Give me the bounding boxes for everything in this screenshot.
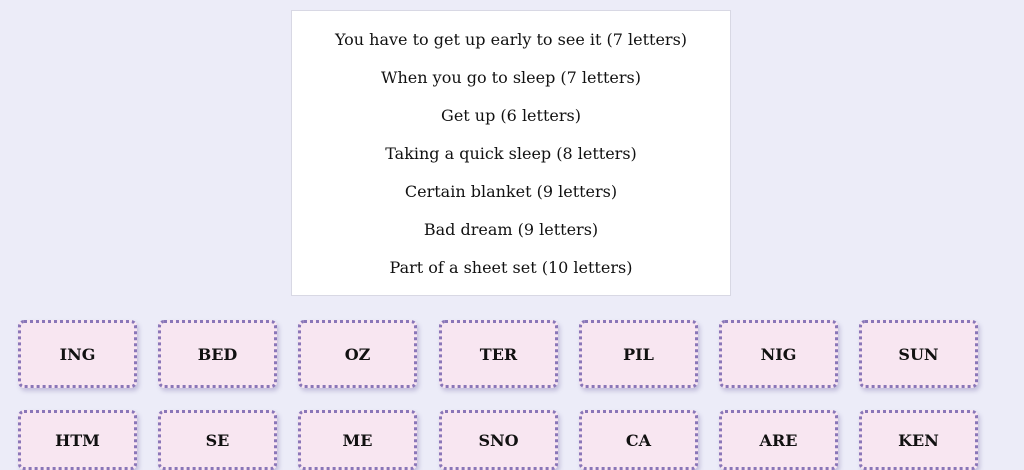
letter-tile[interactable]: SNO — [439, 410, 558, 470]
letter-tile[interactable]: CA — [579, 410, 698, 470]
clue-text: Part of a sheet set (10 letters) — [389, 258, 633, 277]
letter-tile[interactable]: HTM — [18, 410, 137, 470]
clue-text: You have to get up early to see it (7 letters) — [334, 30, 688, 49]
letter-tile[interactable]: ARE — [719, 410, 838, 470]
letter-tile[interactable]: ING — [18, 320, 137, 388]
letter-tile[interactable]: KEN — [859, 410, 978, 470]
letter-tile[interactable]: OZ — [298, 320, 417, 388]
letter-tile[interactable]: PIL — [579, 320, 698, 388]
clue-text: Certain blanket (9 letters) — [404, 182, 618, 201]
letter-tile[interactable]: SE — [158, 410, 277, 470]
letter-tile[interactable]: NIG — [719, 320, 838, 388]
letter-tile[interactable]: SUN — [859, 320, 978, 388]
clue-text: Taking a quick sleep (8 letters) — [385, 144, 637, 163]
clue-text: Bad dream (9 letters) — [423, 220, 599, 239]
letter-tile[interactable]: ME — [298, 410, 417, 470]
clue-text: Get up (6 letters) — [441, 106, 581, 125]
clue-text: When you go to sleep (7 letters) — [381, 68, 641, 87]
letter-tile[interactable]: BED — [158, 320, 277, 388]
clue-panel — [291, 10, 731, 296]
letter-tile[interactable]: TER — [439, 320, 558, 388]
